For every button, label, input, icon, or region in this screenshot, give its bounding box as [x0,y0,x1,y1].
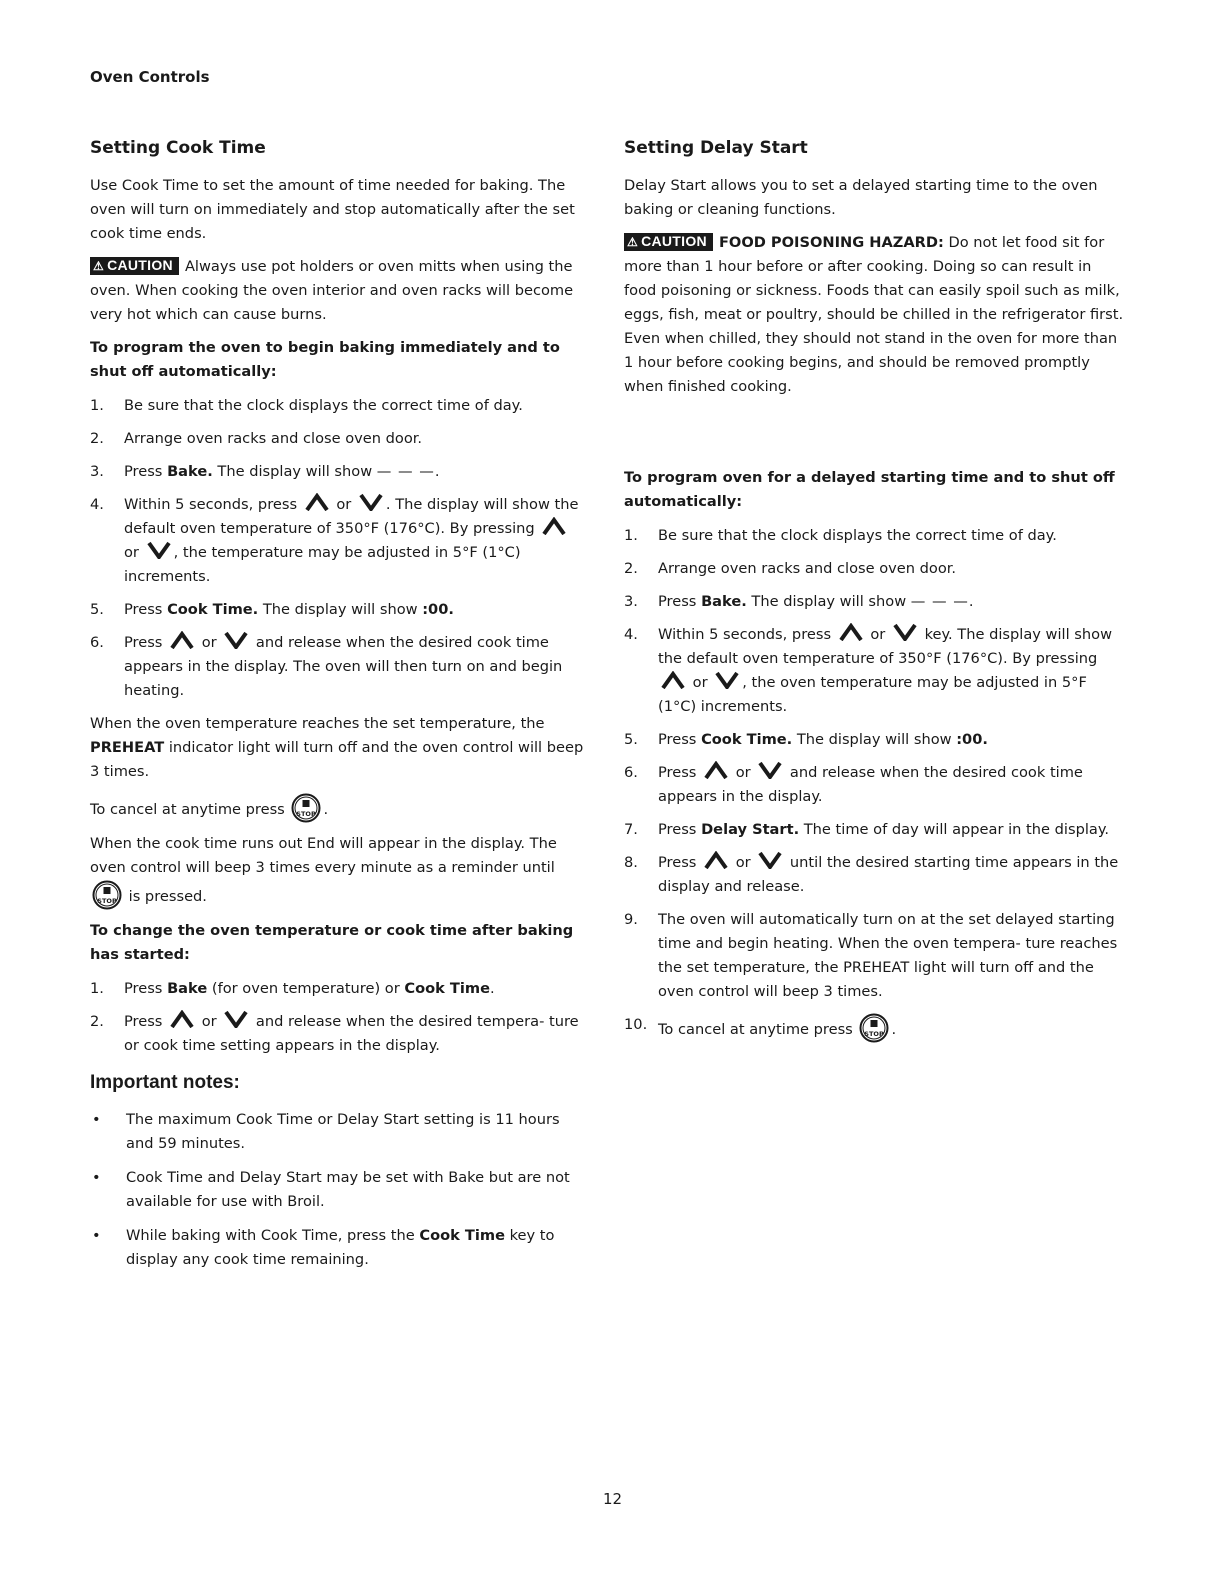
list-item: • The maximum Cook Time or Delay Start setting is 11 hours and 59 minutes. [92,1111,560,1152]
list-item: 5. Press Cook Time. The display will show :00. [90,601,454,618]
down-arrow-icon [147,541,171,559]
list-item: 8. Press or until the desired starting time appears in the display and release. [624,851,1124,899]
down-arrow-icon [715,671,739,689]
warning-triangle-icon: ⚠ [627,235,639,249]
down-arrow-icon [758,761,782,779]
cook-time-title: Setting Cook Time [90,138,266,158]
caution-badge: ⚠ CAUTION [90,257,179,275]
list-item: 2. Arrange oven racks and close oven door. [624,560,957,577]
caution-paragraph: ⚠ CAUTION FOOD POISONING HAZARD: Do not let food sit for more than 1 hour before or after cooking. Doing so can result in food poisoning or sickness. Foods that can easily spoil such as milk, eggs, fish, meat or poultry, should be chilled in the refrigerator first. Even when chilled, they should not stand in the oven for more than 1 hour before cooking begins, and should be removed promptly when finished cooking. [624,233,1124,395]
program-heading: To program oven for a delayed starting time and to shut off automatically: [624,469,1115,510]
up-arrow-icon [704,761,728,779]
stop-button-icon [92,880,122,910]
list-item: 4. Within 5 seconds, press or . The display will show the default oven temperature of 350°F (176°C). By pressing or , the temperature may be adjusted in 5°F (1°C) increments. [90,493,586,589]
change-heading: To change the oven temperature or cook time after baking has started: [90,922,574,963]
list-item: 2. Arrange oven racks and close oven door. [90,430,423,447]
up-arrow-icon [305,493,329,511]
list-item: 6. Press or and release when the desired cook time appears in the display. [624,761,1124,809]
stop-button-icon [859,1013,889,1043]
important-notes-heading: Important notes: [90,1072,240,1093]
right-column [624,138,1124,1052]
delay-start-intro: Delay Start allows you to set a delayed starting time to the oven baking or cleaning functions. [624,177,1098,218]
list-item: 9. The oven will automatically turn on at the set delayed starting time and begin heating. When the oven tempera- ture reaches the set temperature, the PREHEAT light will turn off and the oven control will beep 3 times. [624,911,1118,1000]
down-arrow-icon [224,1010,248,1028]
list-item: 1. Be sure that the clock displays the correct time of day. [90,397,523,414]
end-note-paragraph: When the cook time runs out End will appear in the display. The oven control will beep 3 times every minute as a reminder until is pressed. [90,832,586,910]
section-header: Oven Controls [90,68,210,86]
down-arrow-icon [758,851,782,869]
left-column [90,138,586,1282]
delay-start-title: Setting Delay Start [624,138,808,158]
list-item: 3. Press Bake. The display will show — — —. [624,593,974,610]
list-item: 10. To cancel at anytime press . [624,1013,1124,1043]
list-item: 2. Press or and release when the desired tempera- ture or cook time setting appears in the display. [90,1010,586,1058]
caution-paragraph: ⚠ CAUTION Always use pot holders or oven mitts when using the oven. When cooking the oven interior and oven racks will become very hot which can cause burns. [90,257,574,323]
list-item: 3. Press Bake. The display will show — — —. [90,463,440,480]
page-number: 12 [602,1490,623,1508]
down-arrow-icon [359,493,383,511]
list-item: 1. Press Bake (for oven temperature) or Cook Time. [90,980,495,997]
up-arrow-icon [661,671,685,689]
up-arrow-icon [170,631,194,649]
cook-time-intro: Use Cook Time to set the amount of time needed for baking. The oven will turn on immediately and stop automatically after the set cook time ends. [90,177,575,242]
up-arrow-icon [704,851,728,869]
warning-triangle-icon: ⚠ [93,259,105,273]
list-item: • Cook Time and Delay Start may be set with Bake but are not available for use with Broil. [92,1169,570,1210]
caution-badge: ⚠ CAUTION [624,233,713,251]
up-arrow-icon [839,623,863,641]
list-item: 7. Press Delay Start. The time of day will appear in the display. [624,821,1110,838]
up-arrow-icon [170,1010,194,1028]
program-heading: To program the oven to begin baking immediately and to shut off automatically: [90,339,560,380]
list-item: 4. Within 5 seconds, press or key. The display will show the default oven temperature of 350°F (176°C). By pressing or , the oven temperature may be adjusted in 5°F (1°C) increments. [624,623,1124,719]
list-item: 6. Press or and release when the desired cook time appears in the display. The oven will then turn on and begin heating. [90,631,586,703]
preheat-paragraph: When the oven temperature reaches the set temperature, the PREHEAT indicator light will turn off and the oven control will beep 3 times. [90,715,584,780]
cancel-paragraph: To cancel at anytime press . [90,793,586,823]
list-item: • While baking with Cook Time, press the Cook Time key to display any cook time remaining. [92,1227,555,1268]
stop-button-icon [291,793,321,823]
up-arrow-icon [542,517,566,535]
list-item: 1. Be sure that the clock displays the correct time of day. [624,527,1057,544]
down-arrow-icon [893,623,917,641]
down-arrow-icon [224,631,248,649]
list-item: 5. Press Cook Time. The display will show :00. [624,731,988,748]
